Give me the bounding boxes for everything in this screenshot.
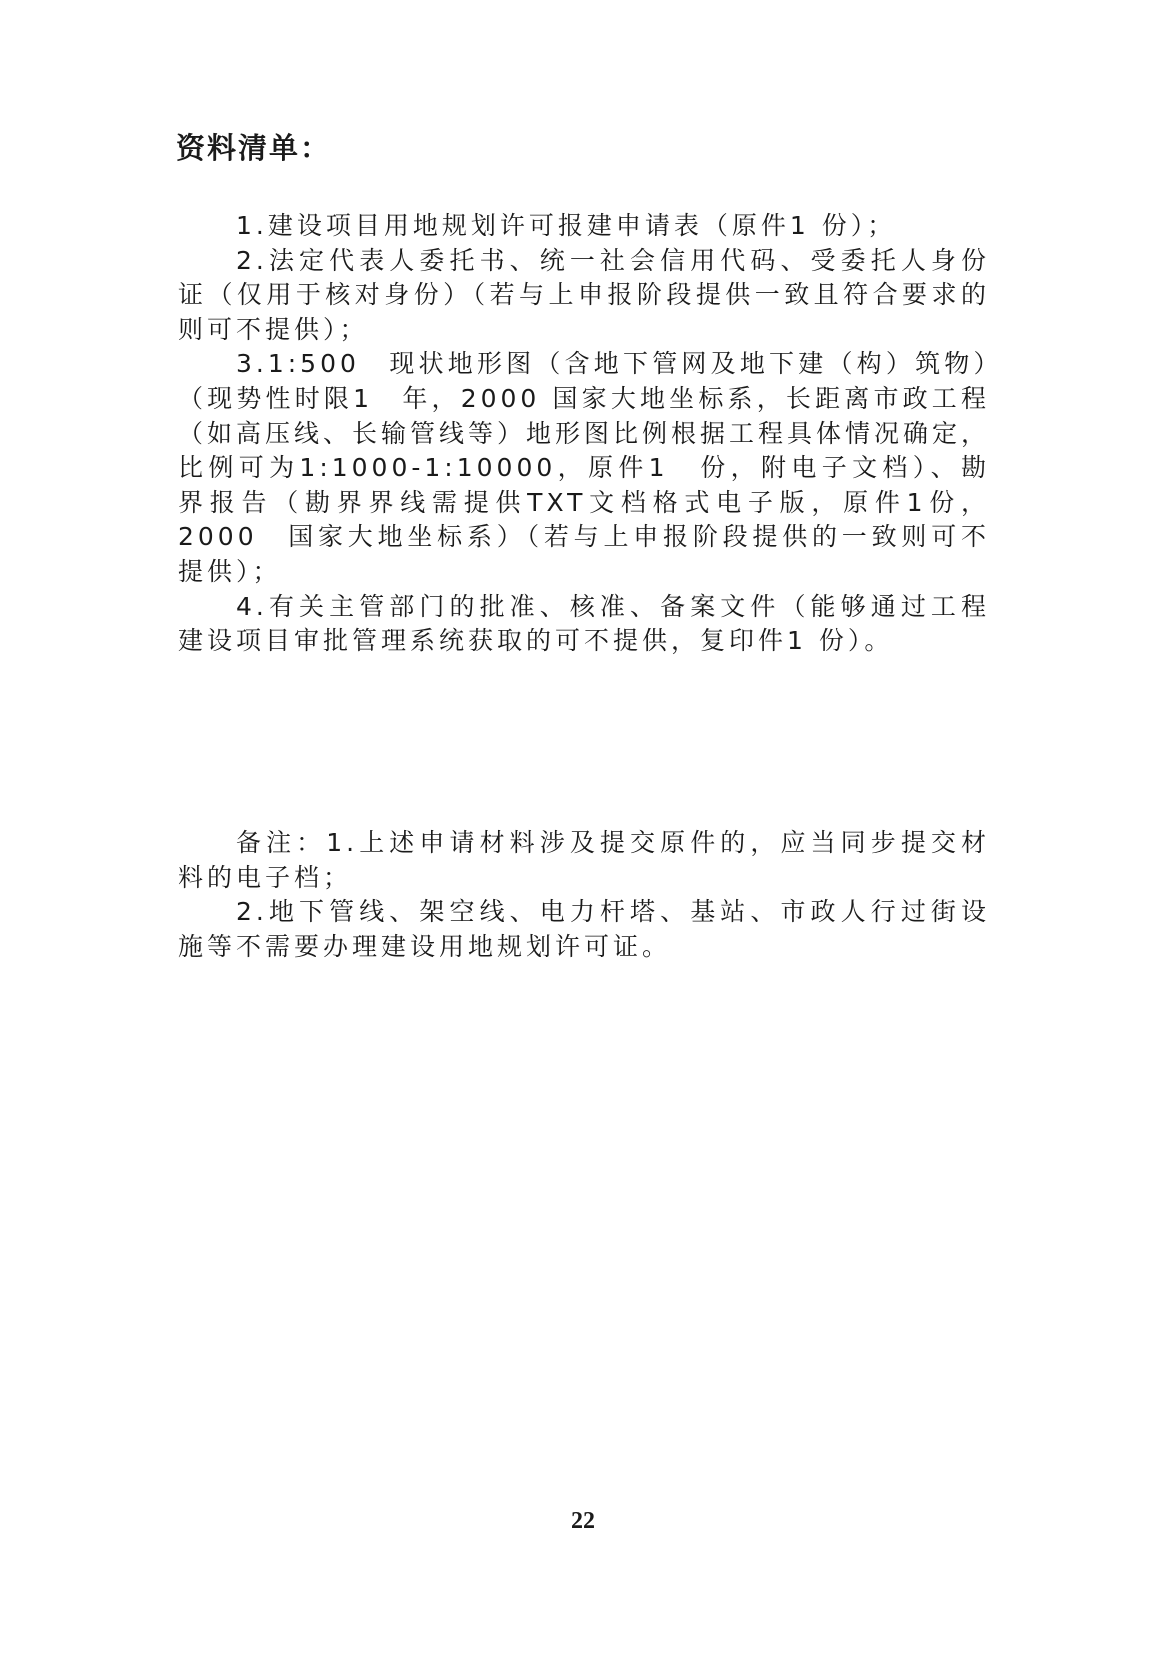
section-heading: 资料清单：	[176, 131, 332, 165]
list-item: 2.法定代表人委托书、统一社会信用代码、受委托人身份证（仅用于核对身份）（若与上申报阶段提供一致且符合要求的则可不提供）；	[178, 245, 990, 344]
list-item: 1.建设项目用地规划许可报建申请表（原件1 份）；	[236, 211, 897, 240]
remark-item: 备注：1.上述申请材料涉及提交原件的，应当同步提交材料的电子档；	[178, 828, 990, 892]
materials-list	[178, 209, 990, 659]
list-item: 4.有关主管部门的批准、核准、备案文件（能够通过工程建设项目审批管理系统获取的可不提供，复印件1 份）。	[178, 591, 990, 656]
page-number: 22	[571, 1508, 595, 1534]
list-item: 3.1:500 现状地形图（含地下管网及地下建（构）筑物）（现势性时限1 年，2000 国家大地坐标系，长距离市政工程（如高压线、长输管线等）地形图比例根据工程具体情况确定，比例可为1:1000-1:10000，原件1 份，附电子文档）、勘界报告（勘界界线需提供TXT文档格式电子版，原件1份，2000 国家大地坐标系）（若与上申报阶段提供的一致则可不提供）；	[178, 349, 991, 586]
remark-item: 2.地下管线、架空线、电力杆塔、基站、市政人行过街设施等不需要办理建设用地规划许可证。	[178, 897, 990, 961]
remarks-section	[178, 826, 990, 964]
